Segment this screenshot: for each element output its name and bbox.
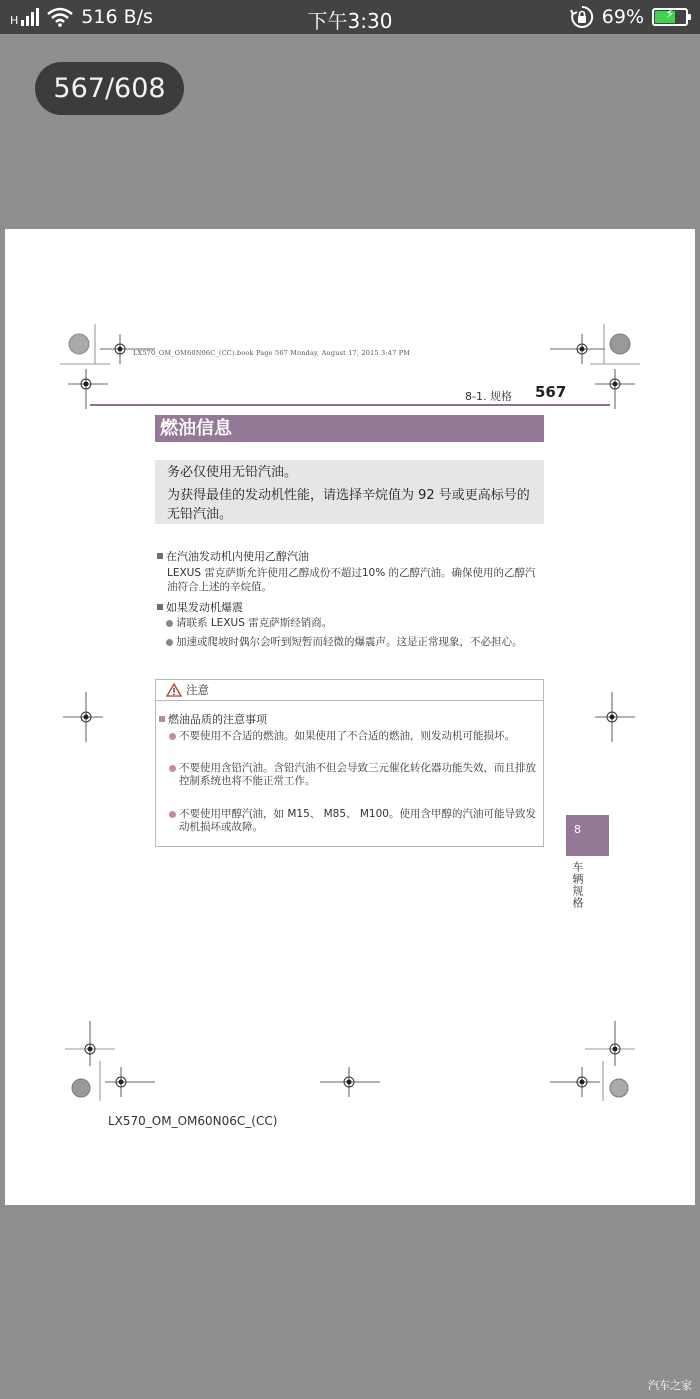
- bullet-dot-icon: [169, 765, 176, 772]
- footer-filename: LX570_OM_OM60N06C_(CC): [108, 1114, 278, 1128]
- fuel-notice-box: [155, 460, 544, 524]
- crosshair-right-middle: [595, 692, 635, 742]
- page-number: 567: [535, 383, 567, 401]
- caution-heading-text: 燃油品质的注意事项: [168, 713, 267, 726]
- page-title: 燃油信息: [155, 415, 544, 442]
- battery-percent: 69%: [601, 6, 644, 28]
- ethanol-text: LEXUS 雷克萨斯允许使用乙醇成份不超过10% 的乙醇汽油。确保使用的乙醇汽油符合上述的辛烷值。: [167, 567, 536, 593]
- warning-triangle-icon: [166, 683, 182, 697]
- knocking-heading: [157, 599, 243, 615]
- caution-header: [156, 680, 543, 701]
- caution-bullet-2: 不要使用含铅汽油。含铅汽油不但会导致三元催化转化器功能失效，而且排放控制系统也将不能正常工作。: [169, 762, 541, 788]
- status-bar: [0, 0, 700, 34]
- square-bullet-icon: [157, 604, 163, 610]
- ethanol-heading-text: 在汽油发动机内使用乙醇汽油: [166, 550, 309, 563]
- bullet-dot-icon: [169, 733, 176, 740]
- document-page[interactable]: [5, 229, 695, 1205]
- caution-bullet-1: 不要使用不合适的燃油。如果使用了不合适的燃油，则发动机可能损坏。: [169, 730, 541, 743]
- chapter-tab: 8: [566, 815, 609, 856]
- section-label: 8-1. 规格: [465, 390, 512, 403]
- caution-box: [155, 679, 544, 847]
- chapter-tab-label: 车辆规格: [571, 861, 584, 909]
- knocking-heading-text: 如果发动机爆震: [166, 601, 243, 614]
- crosshair-right-upper: [595, 369, 635, 409]
- signal-type-label: H: [10, 14, 19, 27]
- crosshair-bottom-left: [105, 1067, 155, 1097]
- knocking-bullet-2: 加速或爬坡时偶尔会听到短暂而轻微的爆震声。这是正常现象，不必担心。: [166, 636, 544, 649]
- knocking-bullet-1: 请联系 LEXUS 雷克萨斯经销商。: [166, 617, 544, 630]
- caution-heading: [159, 711, 267, 727]
- header-rule: [90, 404, 610, 406]
- crosshair-left-upper: [68, 369, 108, 409]
- book-header-text: LX570_OM_OM60N06C_(CC).book Page 567 Monday, August 17, 2015 3:47 PM: [133, 349, 411, 357]
- rotation-lock-icon: [570, 5, 594, 29]
- notice-line-2: 为获得最佳的发动机性能，请选择辛烷值为 92 号或更高标号的无铅汽油。: [167, 488, 530, 522]
- watermark-logo-text: 汽车之家: [648, 1379, 692, 1392]
- square-bullet-icon: [159, 716, 165, 722]
- registration-mark-bottom-right: [585, 1021, 635, 1101]
- caution-label: 注意: [186, 683, 209, 697]
- caution-bullet-3: 不要使用甲醇汽油，如 M15、 M85、 M100。使用含甲醇的汽油可能导致发动机损坏或故障。: [169, 808, 541, 834]
- page-indicator[interactable]: 567/608: [35, 62, 184, 115]
- network-speed: 516 B/s: [81, 6, 153, 28]
- square-bullet-icon: [157, 553, 163, 559]
- crosshair-bottom-center: [320, 1067, 380, 1097]
- charging-bolt-icon: ⚡: [665, 7, 675, 22]
- bullet-dot-icon: [166, 620, 173, 627]
- bullet-dot-icon: [169, 811, 176, 818]
- notice-line-1: 务必仅使用无铅汽油。: [167, 465, 298, 480]
- clock: 下午3:30: [307, 9, 393, 33]
- crosshair-left-middle: [63, 692, 103, 742]
- bullet-dot-icon: [166, 639, 173, 646]
- battery-icon: [652, 8, 688, 26]
- ethanol-heading: [157, 548, 309, 564]
